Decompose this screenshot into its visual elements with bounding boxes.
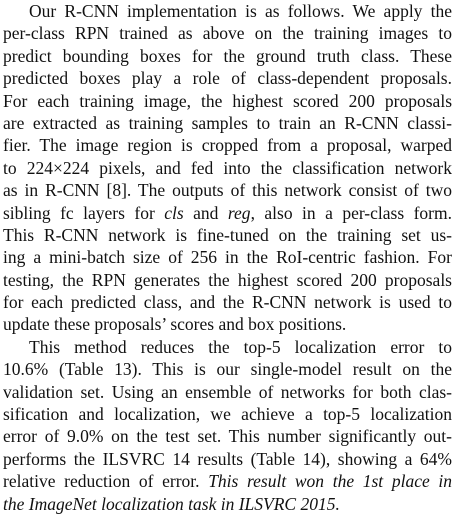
text-line: ing a mini-batch size of 256 in the RoI-centric fashion. For <box>3 247 452 268</box>
text-line: error of 9.0% on the test set. This number significantly out- <box>3 426 452 447</box>
italic-result-statement: the ImageNet localization task in ILSVRC 2015. <box>3 493 340 514</box>
paragraph-localization-results <box>3 336 452 515</box>
text-line: validation set. Using an ensemble of networks for both clas- <box>3 381 452 402</box>
text-line: predicted boxes play a role of class-dependent proposals. <box>3 68 452 89</box>
text-line: are extracted as training samples to train an R-CNN classi- <box>3 112 452 133</box>
text-line: per-class RPN trained as above on the training images to <box>3 23 452 44</box>
text-line: This method reduces the top-5 localization error to <box>29 336 452 357</box>
text-line: This R-CNN network is fine-tuned on the training set us- <box>3 224 452 245</box>
paragraph-rcnn-implementation <box>3 0 452 336</box>
text-line: sibling fc layers for cls and reg, also in a per-class form. <box>3 202 452 223</box>
paper-text-column <box>3 0 452 515</box>
text-line: 10.6% (Table 13). This is our single-model result on the <box>3 359 452 380</box>
text-line <box>3 493 452 515</box>
text-line: testing, the RPN generates the highest scored 200 proposals <box>3 269 452 290</box>
text-line: sification and localization, we achieve a top-5 localization <box>3 404 452 425</box>
italic-term-cls: cls <box>164 202 184 223</box>
text-line: fier. The image region is cropped from a proposal, warped <box>3 135 452 156</box>
text-line: as in R-CNN [8]. The outputs of this network consist of two <box>3 180 452 201</box>
text-line: For each training image, the highest scored 200 proposals <box>3 90 452 111</box>
text-line: for each predicted class, and the R-CNN network is used to <box>3 292 452 313</box>
text-line: predict bounding boxes for the ground truth class. These <box>3 45 452 66</box>
text-line: Our R-CNN implementation is as follows. We apply the <box>29 1 452 21</box>
text-line: update these proposals’ scores and box positions. <box>3 314 347 335</box>
text-line: relative reduction of error. This result won the 1st place in <box>3 471 452 492</box>
italic-result-statement: This result won the 1st place in <box>208 471 452 492</box>
italic-term-reg: reg <box>227 202 251 223</box>
text-line: to 224×224 pixels, and fed into the classification network <box>3 157 452 178</box>
text-line: performs the ILSVRC 14 results (Table 14), showing a 64% <box>3 448 452 469</box>
